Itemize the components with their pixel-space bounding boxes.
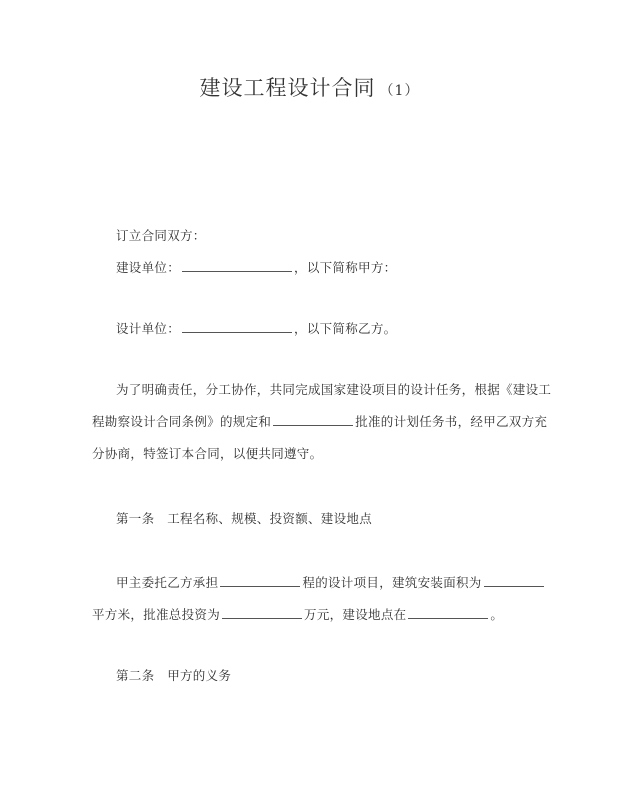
preamble-text-3: 分协商，特签订本合同，以便共同遵守。 [92, 446, 323, 461]
area-blank[interactable] [484, 574, 544, 587]
investment-blank[interactable] [222, 606, 302, 619]
preamble-text-2a: 程勘察设计合同条例》的规定和 [92, 414, 272, 429]
preamble-text-1: 为了明确责任，分工协作，共同完成国家建设项目的设计任务，根据《建设工 [116, 382, 552, 397]
article-1-heading-text: 第一条 工程名称、规模、投资额、建设地点 [116, 511, 373, 526]
title-text: 建设工程设计合同 [199, 76, 376, 100]
preamble-line-3 [92, 444, 322, 462]
title-suffix: （1） [379, 83, 420, 99]
preamble-line-2 [92, 412, 547, 430]
preamble-text-2b: 批准的计划任务书，经甲乙双方充 [355, 414, 548, 429]
party-a-line [116, 258, 396, 276]
party-b-suffix: ，以下简称乙方。 [294, 321, 397, 336]
document-title [0, 72, 619, 102]
project-name-blank[interactable] [220, 574, 300, 587]
article-1-text-2c: 。 [490, 607, 504, 622]
article-1-text-2a: 平方米，批准总投资为 [92, 607, 221, 622]
article-2-heading-text: 第二条 甲方的义务 [116, 668, 232, 683]
article-1-heading [116, 509, 372, 527]
location-blank[interactable] [408, 606, 488, 619]
party-b-line [116, 319, 396, 337]
party-a-label: 建设单位： [116, 260, 181, 275]
party-a-suffix: ，以下简称甲方： [294, 260, 397, 275]
approval-authority-blank[interactable] [273, 413, 353, 426]
party-a-blank[interactable] [182, 259, 292, 272]
preamble-line-1 [116, 380, 551, 398]
article-1-text-1a: 甲主委托乙方承担 [116, 575, 219, 590]
intro-line [116, 226, 206, 244]
article-1-text-2b: 万元，建设地点在 [304, 607, 407, 622]
party-b-label: 设计单位： [116, 321, 181, 336]
party-b-blank[interactable] [182, 320, 292, 333]
article-1-text-1b: 程的设计项目，建筑安装面积为 [302, 575, 482, 590]
article-1-line-2 [92, 605, 503, 623]
article-2-heading [116, 666, 231, 684]
article-1-line-1 [116, 573, 546, 591]
intro-label: 订立合同双方： [116, 228, 206, 243]
